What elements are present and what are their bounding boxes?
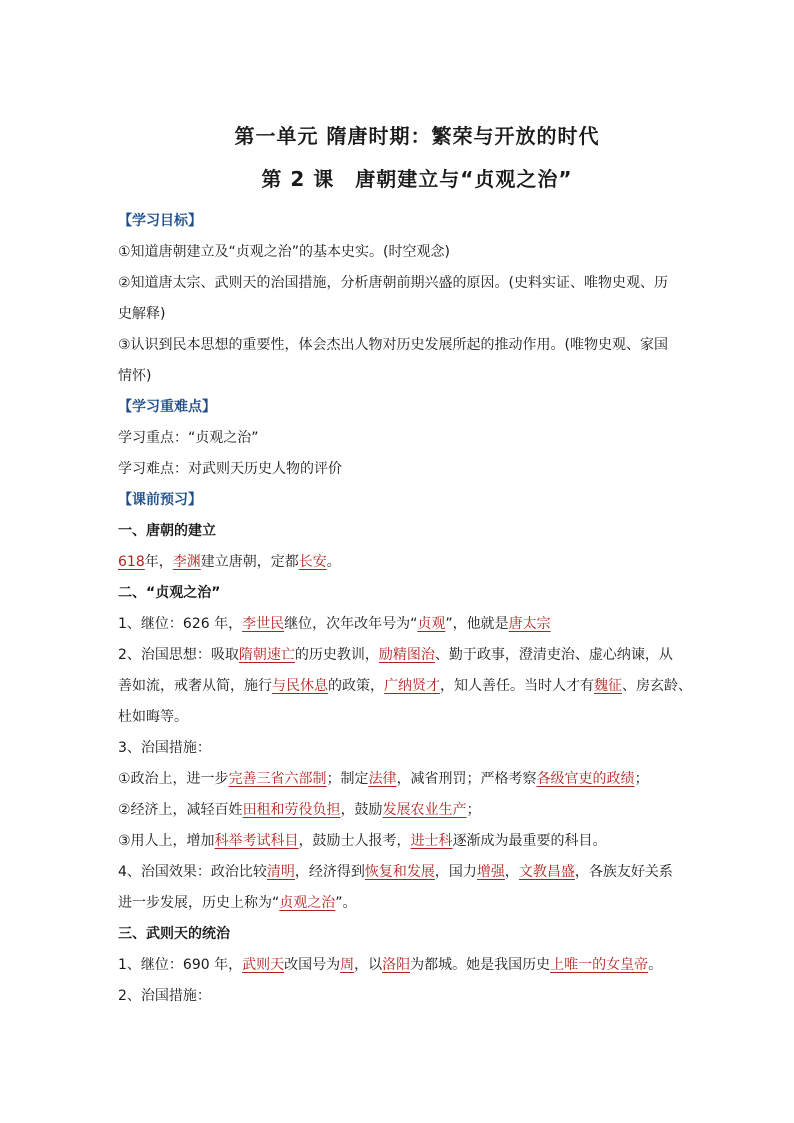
answer: 法律 xyxy=(368,771,397,787)
text: 年， xyxy=(144,554,173,570)
text: 1、继位：690 年， xyxy=(118,957,243,973)
answer: 各级官吏的政绩 xyxy=(536,771,635,787)
answer: 励精图治 xyxy=(378,647,435,663)
answer-year: 618 xyxy=(118,554,145,570)
answer: 广纳贤才 xyxy=(384,678,440,694)
measure-economic xyxy=(118,795,676,826)
text: 进一步发展，历史上称为“ xyxy=(118,895,280,911)
answer: 隋朝速亡 xyxy=(238,647,295,663)
text: 的历史教训， xyxy=(294,647,379,663)
text: 继位，次年改年号为“ xyxy=(284,616,418,632)
preview-heading: 【课前预习】 xyxy=(118,492,202,508)
answer: 进士科 xyxy=(410,833,453,849)
answer: 贞观之治 xyxy=(279,895,336,911)
section-2-item-3-title: 3、治国措施： xyxy=(118,740,211,756)
answer: 唐太宗 xyxy=(508,616,551,632)
text: 、勤于政事，澄清吏治、虚心纳谏，从 xyxy=(434,647,673,663)
answer: 武则天 xyxy=(242,957,285,973)
text: 。 xyxy=(326,554,341,570)
text: ，各族友好关系 xyxy=(574,864,673,880)
goal-2-line-1: ②知道唐太宗、武则天的治国措施，分析唐朝前期兴盛的原因。(史料实证、唯物史观、历 xyxy=(118,275,669,291)
text: ，减省刑罚；严格考察 xyxy=(396,771,537,787)
text: 改国号为 xyxy=(284,957,341,973)
text: ，以 xyxy=(354,957,383,973)
answer: 恢复和发展 xyxy=(364,864,435,880)
text: 的政策， xyxy=(328,678,384,694)
answer: 周 xyxy=(340,957,355,973)
section-2-item-4-line-2 xyxy=(118,888,676,919)
measure-personnel xyxy=(118,826,676,857)
text: 建立唐朝，定都 xyxy=(200,554,299,570)
text: ，知人善任。当时人才有 xyxy=(440,678,594,694)
lesson-title: 第 2 课 唐朝建立与“贞观之治” xyxy=(261,167,573,191)
measure-political xyxy=(118,764,676,795)
text: 1、继位：626 年， xyxy=(118,616,243,632)
section-2-item-1 xyxy=(118,609,676,640)
text: 2、治国思想：吸取 xyxy=(118,647,239,663)
text: ①政治上，进一步 xyxy=(118,771,229,787)
answer: 发展农业生产 xyxy=(382,802,467,818)
answer: 完善三省六部制 xyxy=(228,771,327,787)
answer: 李世民 xyxy=(242,616,285,632)
text: ，鼓励 xyxy=(340,802,383,818)
answer: 增强 xyxy=(476,864,505,880)
text: 善如流，戒奢从简，施行 xyxy=(118,678,272,694)
section-3-title: 三、武则天的统治 xyxy=(118,926,230,942)
answer: 上唯一的女皇帝 xyxy=(550,957,649,973)
section-2-item-2-line-3: 杜如晦等。 xyxy=(118,709,188,725)
text: ”。 xyxy=(335,895,357,911)
goal-3-line-2: 情怀) xyxy=(118,368,152,384)
key-point-important: 学习重点：“贞观之治” xyxy=(118,430,259,446)
text: 逐渐成为最重要的科目。 xyxy=(452,833,607,849)
section-3-item-1 xyxy=(118,950,676,981)
answer: 与民休息 xyxy=(272,678,328,694)
text: ，经济得到 xyxy=(294,864,365,880)
section-2-title: 二、“贞观之治” xyxy=(118,585,221,601)
text: 。 xyxy=(648,957,663,973)
answer: 贞观 xyxy=(417,616,446,632)
text: ③用人上，增加 xyxy=(118,833,215,849)
answer-capital: 长安 xyxy=(298,554,327,570)
key-point-difficult: 学习难点：对武则天历史人物的评价 xyxy=(118,461,342,477)
content-body xyxy=(118,206,692,1012)
text: ，国力 xyxy=(434,864,477,880)
text: ，鼓励士人报考， xyxy=(298,833,411,849)
text: ②经济上，减轻百姓 xyxy=(118,802,243,818)
text: ； xyxy=(466,802,481,818)
answer: 田租和劳役负担 xyxy=(242,802,341,818)
text: ”，他就是 xyxy=(445,616,509,632)
goals-heading: 【学习目标】 xyxy=(118,213,202,229)
key-points-heading: 【学习重难点】 xyxy=(118,399,216,415)
section-3-item-2: 2、治国措施： xyxy=(118,988,211,1004)
text: 4、治国效果：政治比较 xyxy=(118,864,267,880)
goal-3-line-1: ③认识到民本思想的重要性，体会杰出人物对历史发展所起的推动作用。(唯物史观、家国 xyxy=(118,337,669,353)
answer: 科举考试科目 xyxy=(214,833,299,849)
text: ， xyxy=(504,864,519,880)
text: 为都城。她是我国历史 xyxy=(410,957,551,973)
section-1-title: 一、唐朝的建立 xyxy=(118,523,216,539)
section-2-item-2-line-2 xyxy=(118,671,692,702)
text: ； xyxy=(634,771,649,787)
goal-2-line-2: 史解释) xyxy=(118,306,166,322)
text: 、房玄龄、 xyxy=(622,678,692,694)
answer: 魏征 xyxy=(594,678,622,694)
answer: 洛阳 xyxy=(382,957,411,973)
text: ；制定 xyxy=(326,771,369,787)
answer-founder: 李渊 xyxy=(172,554,201,570)
answer: 清明 xyxy=(266,864,295,880)
section-2-item-2-line-1 xyxy=(118,640,676,671)
answer: 文教昌盛 xyxy=(518,864,575,880)
section-1-para xyxy=(118,547,676,578)
section-2-item-4-line-1 xyxy=(118,857,676,888)
goal-1: ①知道唐朝建立及“贞观之治”的基本史实。(时空观念) xyxy=(118,244,450,260)
unit-title: 第一单元 隋唐时期：繁荣与开放的时代 xyxy=(234,124,600,148)
